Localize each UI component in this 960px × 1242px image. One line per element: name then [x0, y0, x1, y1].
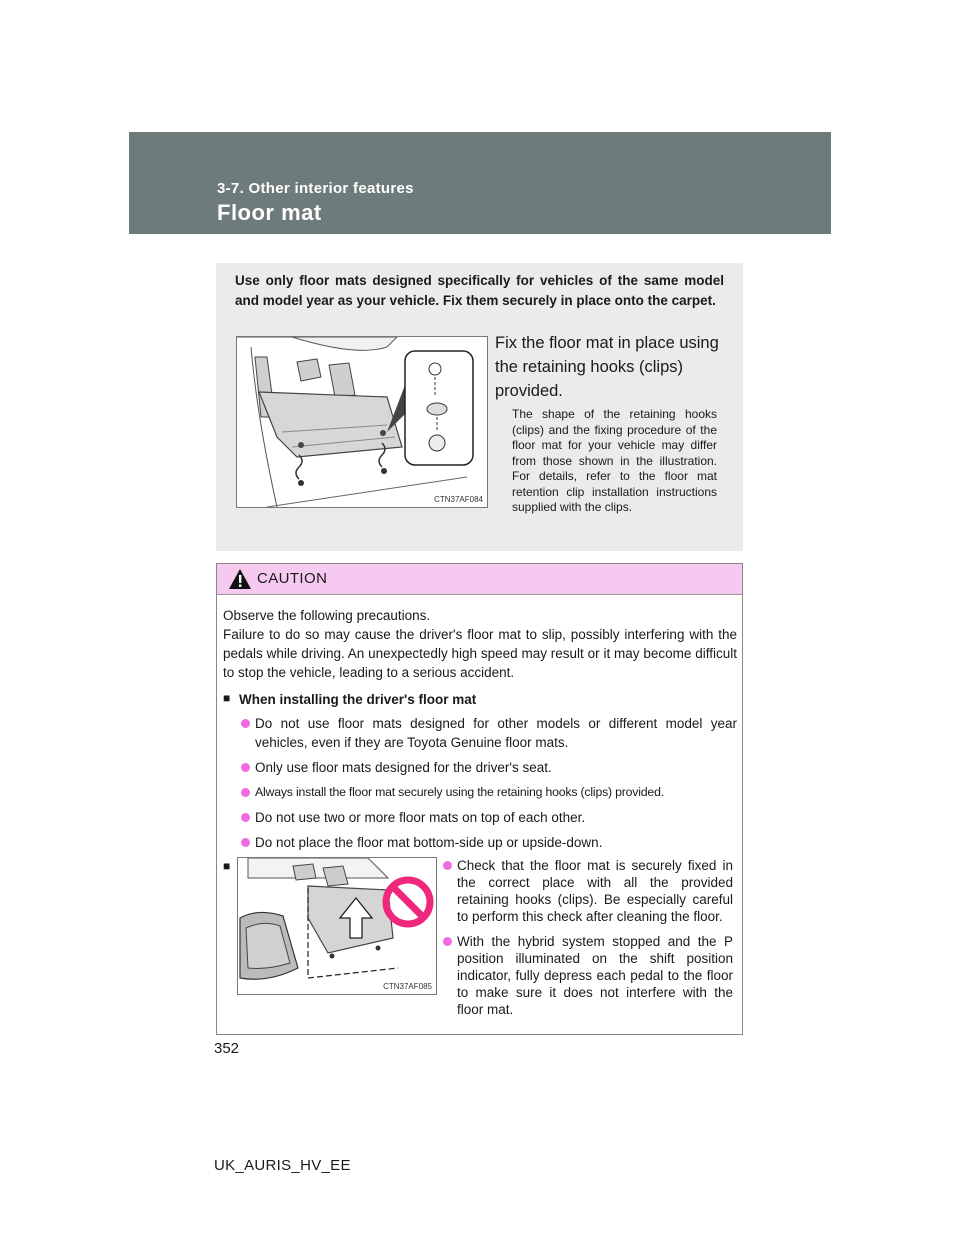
- caution-title: CAUTION: [257, 570, 328, 587]
- list-item: Do not place the floor mat bottom-side up or upside-down.: [223, 833, 737, 852]
- floor-mat-drawing: [237, 337, 487, 507]
- intro-box: [216, 263, 743, 551]
- prohibited-drawing: [238, 858, 436, 994]
- intro-text: Use only floor mats designed specifically for vehicles of the same model and model year as your vehicle. Fix them securely in place onto the carpet.: [235, 273, 724, 308]
- page-title: Floor mat: [217, 200, 322, 225]
- footer-code: UK_AURIS_HV_EE: [214, 1157, 351, 1174]
- list-item: With the hybrid system stopped and the P position illuminated on the shift position indicator, fully depress each pedal to the floor to make sure it does not interfere with the floor mat.: [443, 933, 733, 1018]
- chapter-header: [129, 132, 831, 234]
- caution-header: [217, 564, 742, 595]
- section-label: 3-7. Other interior features: [217, 180, 414, 197]
- list-item: Check that the floor mat is securely fixed in the correct place with all the provided retaining hooks (clips). Be especially careful to perform this check after cleaning the floor.: [443, 857, 733, 925]
- list-item: Only use floor mats designed for the driver's seat.: [223, 758, 737, 777]
- caution-body: [223, 606, 737, 882]
- caution-box: [216, 563, 743, 1035]
- floor-mat-illustration: [236, 336, 488, 508]
- caution-warning: Failure to do so may cause the driver's floor mat to slip, possibly interfering with the pedals while driving. An unexpectedly high speed may result or it may become difficult to stop the vehicle, leading to a serious accident.: [223, 627, 737, 680]
- list-item: Do not use floor mats designed for other models or different model year vehicles, even if they are Toyota Genuine floor mats.: [223, 714, 737, 752]
- before-driving-list: [443, 857, 733, 1026]
- illustration-code: CTN37AF084: [434, 495, 483, 504]
- warning-triangle-icon: [228, 568, 252, 590]
- section-installing: ■ When installing the driver's floor mat: [223, 690, 737, 709]
- page-number: 352: [214, 1040, 240, 1057]
- prohibited-illustration: [237, 857, 437, 995]
- illustration-code: CTN37AF085: [383, 982, 432, 991]
- list-item: Always install the floor mat securely using the retaining hooks (clips) provided.: [223, 783, 737, 802]
- caution-intro: Observe the following precautions.: [223, 608, 431, 623]
- fix-note: The shape of the retaining hooks (clips) and the fixing procedure of the floor mat for your vehicle may differ from those shown in the illustration. For details, refer to the floor mat retention clip installation instructions supplied with the clips.: [512, 407, 717, 514]
- list-item: Do not use two or more floor mats on top of each other.: [223, 808, 737, 827]
- fix-instruction: Fix the floor mat in place using the retaining hooks (clips) provided.: [495, 334, 719, 400]
